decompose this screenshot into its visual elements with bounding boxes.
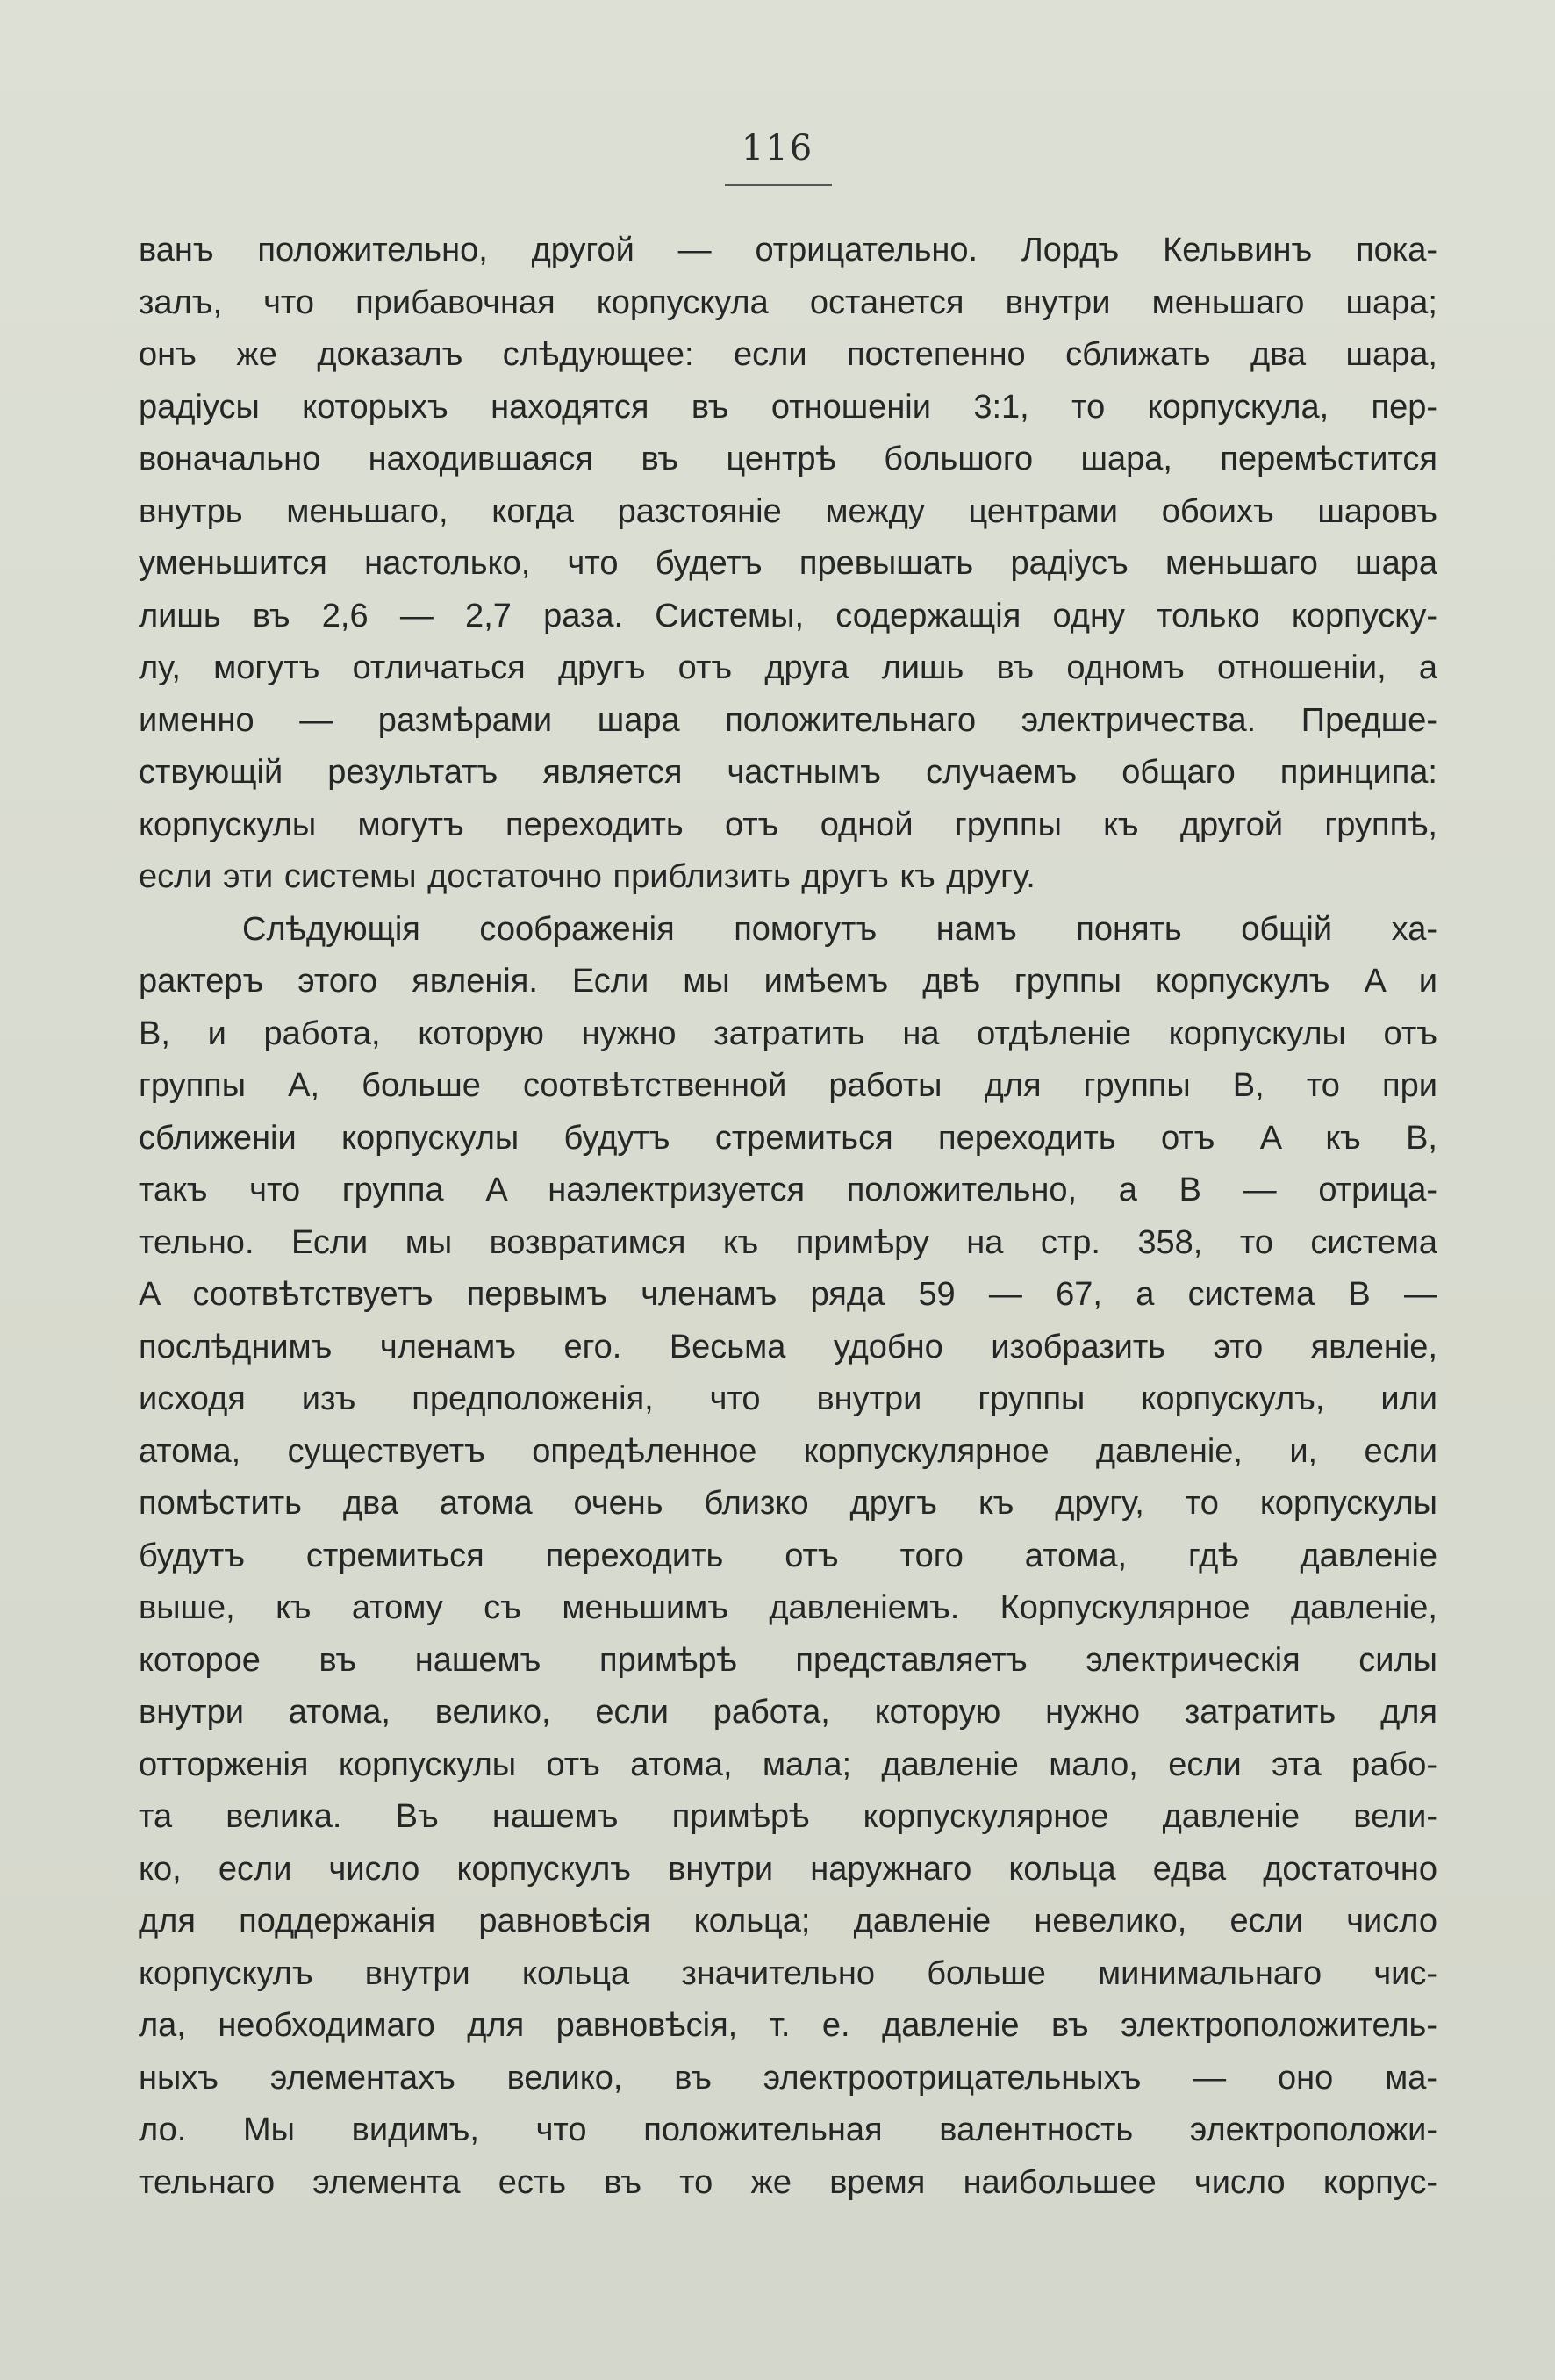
text-line: уменьшится настолько, что будетъ превышать радіусъ меньшаго шара <box>139 545 1437 582</box>
text-line: для поддержанія равновѣсія кольца; давленіе невелико, если число <box>139 1903 1437 1939</box>
text-line: ла, необходимаго для равновѣсія, т. е. давленіе въ электроположитель- <box>139 2007 1437 2044</box>
text-line: ствующій результатъ является частнымъ случаемъ общаго принципа: <box>139 754 1437 791</box>
text-line: именно — размѣрами шара положительнаго электричества. Предше- <box>139 701 1437 739</box>
text-line: помѣстить два атома очень близко другъ къ другу, то корпускулы <box>139 1485 1437 1522</box>
text-line: будутъ стремиться переходить отъ того атома, гдѣ давленіе <box>139 1537 1437 1574</box>
text-line: тельно. Если мы возвратимся къ примѣру на стр. 358, то система <box>139 1223 1437 1261</box>
text-line: онъ же доказалъ слѣдующее: если постепенно сближать два шара, <box>139 336 1437 373</box>
text-line: корпускулъ внутри кольца значительно больше минимальнаго чис- <box>139 1954 1437 1992</box>
text-line: исходя изъ предположенія, что внутри группы корпускулъ, или <box>139 1380 1437 1417</box>
body-text <box>139 225 1437 2209</box>
text-line: A соотвѣтствуетъ первымъ членамъ ряда 59 — 67, а система B — <box>139 1276 1437 1313</box>
text-line: сближеніи корпускулы будутъ стремиться переходить отъ A къ B, <box>139 1119 1437 1157</box>
text-line: лу, могутъ отличаться другъ отъ друга лишь въ одномъ отношеніи, а <box>139 649 1437 686</box>
text-line: B, и работа, которую нужно затратить на отдѣленіе корпускулы отъ <box>139 1014 1437 1052</box>
text-line: лишь въ 2,6 — 2,7 раза. Системы, содержащія одну только корпуску- <box>139 597 1437 634</box>
text-line: ныхъ элементахъ велико, въ электроотрицательныхъ — оно ма- <box>139 2059 1437 2097</box>
text-line: ко, если число корпускулъ внутри наружнаго кольца едва достаточно <box>139 1850 1437 1888</box>
text-line: корпускулы могутъ переходить отъ одной группы къ другой группѣ, <box>139 806 1437 843</box>
text-line: отторженія корпускулы отъ атома, мала; давленіе мало, если эта рабо- <box>139 1746 1437 1783</box>
text-line: внутрь меньшаго, когда разстояніе между центрами обоихъ шаровъ <box>139 492 1437 530</box>
header-rule <box>725 184 832 186</box>
text-line: радіусы которыхъ находятся въ отношеніи 3:1, то корпускула, пер- <box>139 388 1437 426</box>
text-line: выше, къ атому съ меньшимъ давленіемъ. Корпускулярное давленіе, <box>139 1589 1437 1626</box>
text-line: ло. Мы видимъ, что положительная валентность электроположи- <box>139 2111 1437 2148</box>
page-number: 116 <box>741 128 814 168</box>
text-line: рактеръ этого явленія. Если мы имѣемъ двѣ группы корпускулъ A и <box>139 963 1437 1000</box>
text-line: ванъ положительно, другой — отрицательно. Лордъ Кельвинъ пока- <box>139 232 1437 269</box>
text-line: послѣднимъ членамъ его. Весьма удобно изобразить это явленіе, <box>139 1328 1437 1366</box>
text-line: залъ, что прибавочная корпускула останется внутри меньшаго шара; <box>139 283 1437 321</box>
text-line: атома, существуетъ опредѣленное корпускулярное давленіе, и, если <box>139 1432 1437 1470</box>
text-line: такъ что группа A наэлектризуется положительно, а B — отрица- <box>139 1172 1437 1208</box>
paragraph-end-line: если эти системы достаточно приблизить другъ къ другу. <box>139 858 1035 895</box>
text-line: группы A, больше соотвѣтственной работы для группы B, то при <box>139 1067 1437 1104</box>
text-line: воначально находившаяся въ центрѣ большого шара, перемѣстится <box>139 441 1437 477</box>
text-line: тельнаго элемента есть въ то же время наибольшее число корпус- <box>139 2163 1437 2201</box>
text-line: та велика. Въ нашемъ примѣрѣ корпускулярное давленіе вели- <box>139 1798 1437 1835</box>
text-line: которое въ нашемъ примѣрѣ представляетъ электрическія силы <box>139 1641 1437 1679</box>
text-line: внутри атома, велико, если работа, которую нужно затратить для <box>139 1694 1437 1731</box>
paragraph-start-line: Слѣдующія соображенія помогутъ намъ понять общій ха- <box>242 910 1437 948</box>
